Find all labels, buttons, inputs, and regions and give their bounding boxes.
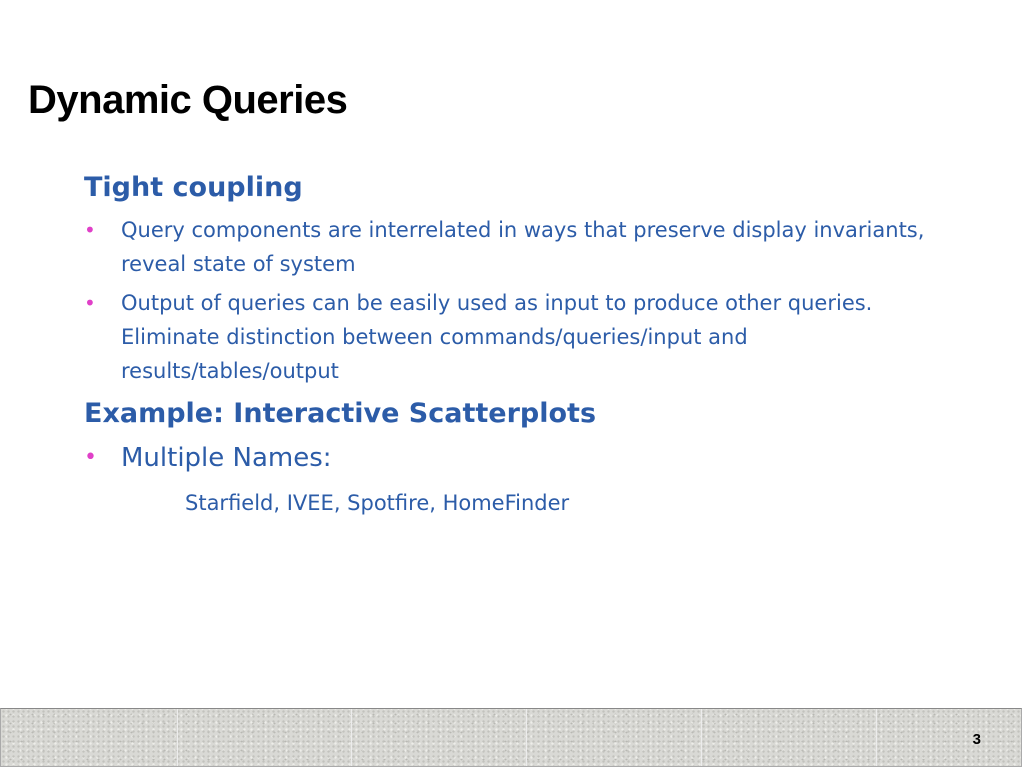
bullet-text: Query components are interrelated in ways that preserve display invariants, reveal state of system [121, 218, 925, 276]
footer-divider [526, 709, 527, 766]
bullet-icon: • [84, 218, 96, 242]
page-number: 3 [972, 731, 981, 748]
footer-divider [351, 709, 352, 766]
bullet-text: Multiple Names: [121, 443, 332, 473]
bullet-icon: • [84, 291, 96, 315]
slide-body [84, 168, 964, 520]
bullet-icon: • [84, 445, 97, 470]
footer-bar [0, 708, 1022, 767]
slide-title: Dynamic Queries [28, 78, 348, 122]
bullet-item [84, 213, 951, 281]
section-heading-tight-coupling: Tight coupling [84, 172, 303, 203]
footer-divider [177, 709, 178, 766]
footer-divider [701, 709, 702, 766]
bullet-list-tight-coupling [84, 213, 964, 388]
footer-divider [876, 709, 877, 766]
section-heading-example: Example: Interactive Scatterplots [84, 398, 597, 429]
names-subtext: Starfield, IVEE, Spotfire, HomeFinder [185, 491, 570, 515]
bullet-list-example [84, 440, 964, 476]
bullet-text: Output of queries can be easily used as input to produce other queries. Eliminate distinction between commands/queries/input and results/tables/output [121, 291, 873, 383]
bullet-item [84, 286, 951, 388]
bullet-item [84, 440, 951, 476]
